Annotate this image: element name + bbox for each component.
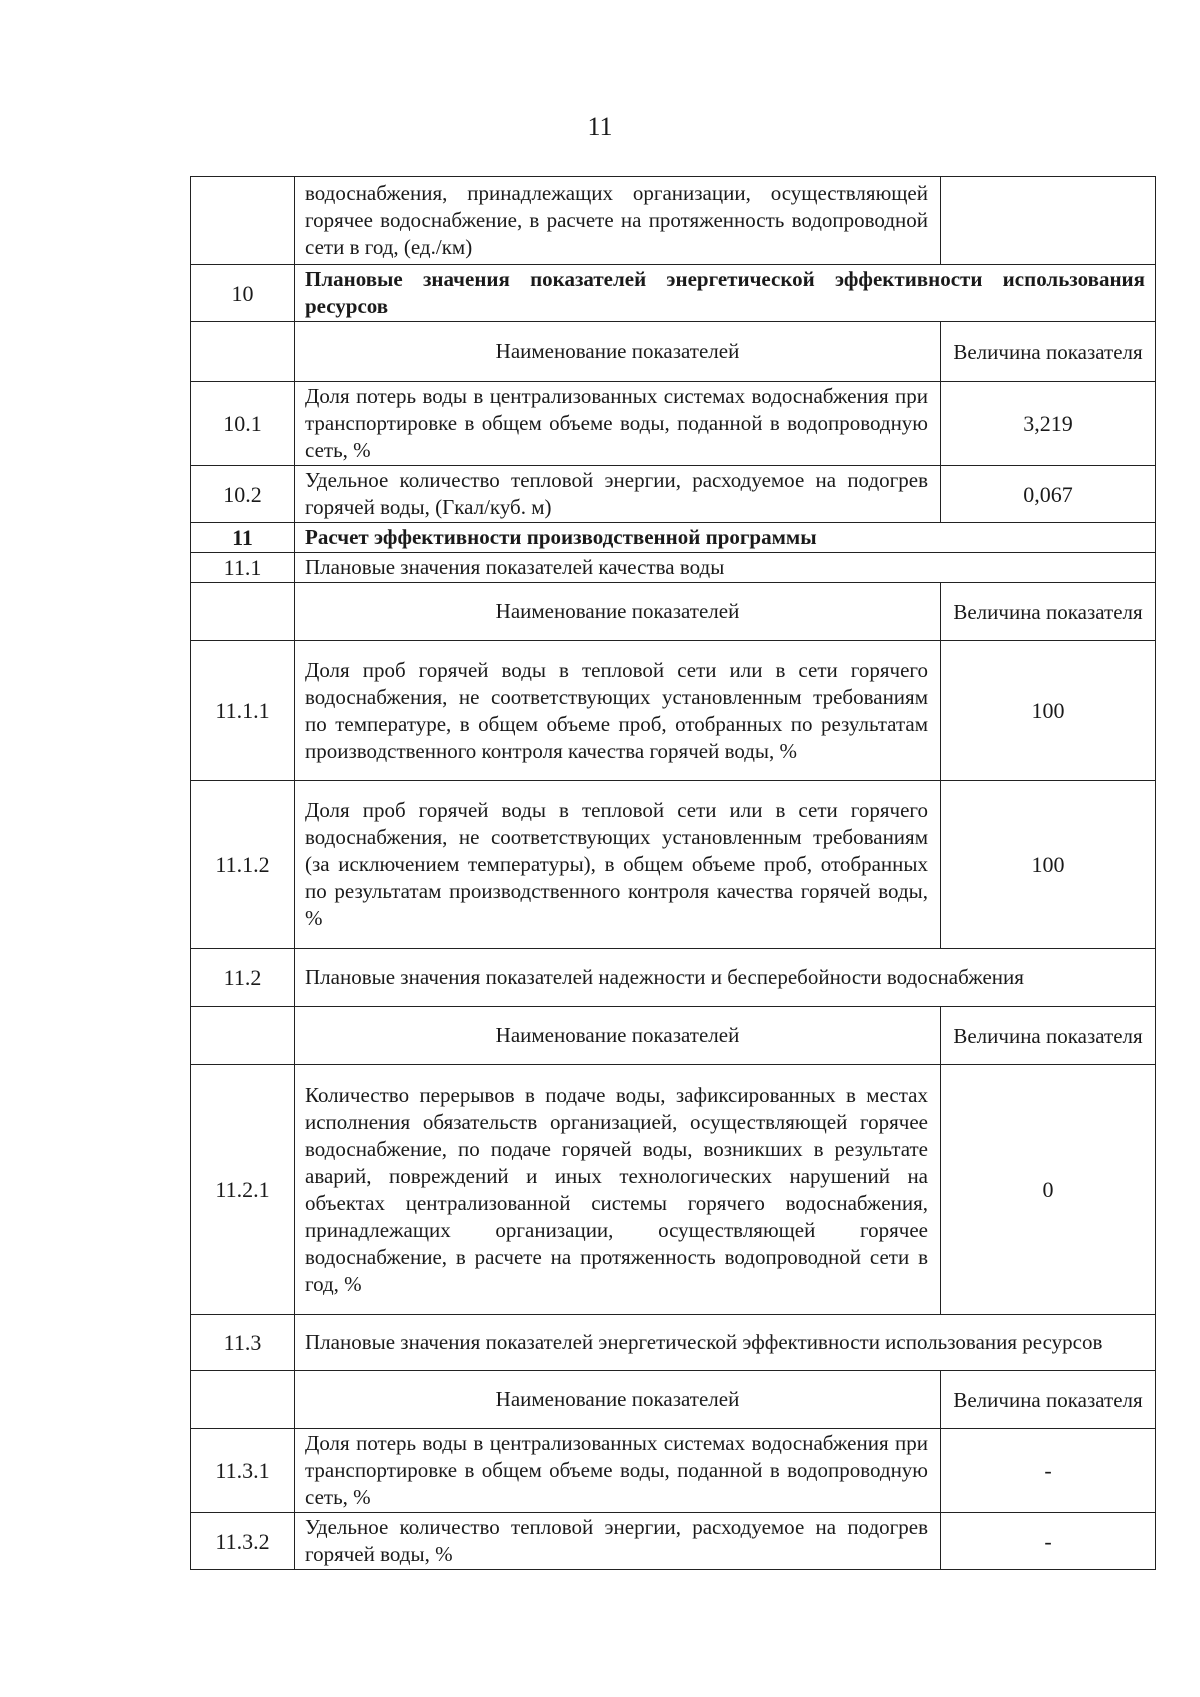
- indicator-name: Количество перерывов в подаче воды, зафиксированных в местах исполнения обязательств организацией, осуществляющей горячее водоснабжение, по подаче горячей воды, возникших в результате аварий, повреждений и иных технологических нарушений на объектах централизованной системы горячего водоснабжения, принадлежащих организации, осуществляющей горячее водоснабжение, в расчете на протяженность водопроводной сети в год, %: [305, 1082, 928, 1296]
- row-number-cell: [191, 177, 295, 265]
- table-row: [191, 1513, 1156, 1570]
- indicators-table: [190, 176, 1156, 1570]
- row-number: 11.3.1: [191, 1429, 295, 1513]
- row-number: 11.3.2: [191, 1513, 295, 1570]
- header-value: Величина показателя: [941, 1007, 1156, 1065]
- indicator-name: Доля проб горячей воды в тепловой сети или в сети горячего водоснабжения, не соответствующих установленным требованиям по температуре, в общем объеме проб, отобранных по результатам производственного контроля качества горячей воды, %: [305, 657, 928, 763]
- indicator-name: Доля проб горячей воды в тепловой сети или в сети горячего водоснабжения, не соответствующих установленным требованиям (за исключением температуры), в общем объеме проб, отобранных по результатам производственного контроля качества горячей воды, %: [305, 798, 928, 930]
- row-number: 11.1.2: [191, 781, 295, 949]
- header-value: Величина показателя: [941, 322, 1156, 382]
- indicator-value: 0: [941, 1065, 1156, 1315]
- row-number: 10.1: [191, 382, 295, 466]
- header-number-cell: [191, 1007, 295, 1065]
- header-name: Наименование показателей: [295, 322, 941, 382]
- subsection-row-11-3: [191, 1315, 1156, 1371]
- header-row: [191, 1007, 1156, 1065]
- section-title: Плановые значения показателей энергетической эффективности использования ресурсов: [295, 265, 1156, 322]
- section-row-11: [191, 523, 1156, 553]
- header-name: Наименование показателей: [295, 1371, 941, 1429]
- header-number-cell: [191, 1371, 295, 1429]
- indicator-name: Удельное количество тепловой энергии, расходуемое на подогрев горячей воды, %: [305, 1515, 928, 1566]
- page-number: 11: [587, 112, 613, 141]
- table-row: [191, 382, 1156, 466]
- indicator-value: -: [941, 1429, 1156, 1513]
- row-number: 11.1.1: [191, 641, 295, 781]
- indicator-name-cell: [295, 1065, 941, 1315]
- table-row: [191, 641, 1156, 781]
- section-number: 11.3: [191, 1315, 295, 1371]
- section-number: 10: [191, 265, 295, 322]
- header-row: [191, 583, 1156, 641]
- section-title: Плановые значения показателей энергетической эффективности использования ресурсов: [295, 1315, 1156, 1371]
- indicator-value: 3,219: [941, 382, 1156, 466]
- table-row: [191, 1429, 1156, 1513]
- indicator-value: 0,067: [941, 466, 1156, 523]
- indicator-name-cell: [295, 382, 941, 466]
- section-number: 11.2: [191, 949, 295, 1007]
- subsection-row-11-1: [191, 553, 1156, 583]
- table-row: [191, 1065, 1156, 1315]
- section-number: 11: [191, 523, 295, 553]
- indicator-value: -: [941, 1513, 1156, 1570]
- table-row-continuation: [191, 177, 1156, 265]
- indicator-name-cell: [295, 1513, 941, 1570]
- header-value: Величина показателя: [941, 1371, 1156, 1429]
- header-number-cell: [191, 322, 295, 382]
- header-name: Наименование показателей: [295, 1007, 941, 1065]
- header-value: Величина показателя: [941, 583, 1156, 641]
- indicator-name-cell: [295, 177, 941, 265]
- section-number: 11.1: [191, 553, 295, 583]
- indicator-value: 100: [941, 641, 1156, 781]
- indicator-value-cell: [941, 177, 1156, 265]
- indicator-name: водоснабжения, принадлежащих организации, осуществляющей горячее водоснабжение, в расчете на протяженность водопроводной сети в год, (ед./км): [305, 181, 928, 259]
- header-row: [191, 1371, 1156, 1429]
- indicator-name-cell: [295, 1429, 941, 1513]
- subsection-row-11-2: [191, 949, 1156, 1007]
- row-number: 10.2: [191, 466, 295, 523]
- row-number: 11.2.1: [191, 1065, 295, 1315]
- header-name: Наименование показателей: [295, 583, 941, 641]
- table-row: [191, 781, 1156, 949]
- indicator-name-cell: [295, 466, 941, 523]
- section-title: Плановые значения показателей качества воды: [295, 553, 1156, 583]
- indicator-name-cell: [295, 641, 941, 781]
- header-number-cell: [191, 583, 295, 641]
- indicator-name: Доля потерь воды в централизованных системах водоснабжения при транспортировке в общем объеме воды, поданной в водопроводную сеть, %: [305, 1431, 928, 1509]
- header-row: [191, 322, 1156, 382]
- section-title: Плановые значения показателей надежности и бесперебойности водоснабжения: [295, 949, 1156, 1007]
- indicator-value: 100: [941, 781, 1156, 949]
- indicator-name: Удельное количество тепловой энергии, расходуемое на подогрев горячей воды, (Гкал/куб. м): [305, 468, 928, 519]
- section-row-10: [191, 265, 1156, 322]
- section-title: Расчет эффективности производственной программы: [295, 523, 1156, 553]
- table-row: [191, 466, 1156, 523]
- indicator-name-cell: [295, 781, 941, 949]
- indicator-name: Доля потерь воды в централизованных системах водоснабжения при транспортировке в общем объеме воды, поданной в водопроводную сеть, %: [305, 384, 928, 462]
